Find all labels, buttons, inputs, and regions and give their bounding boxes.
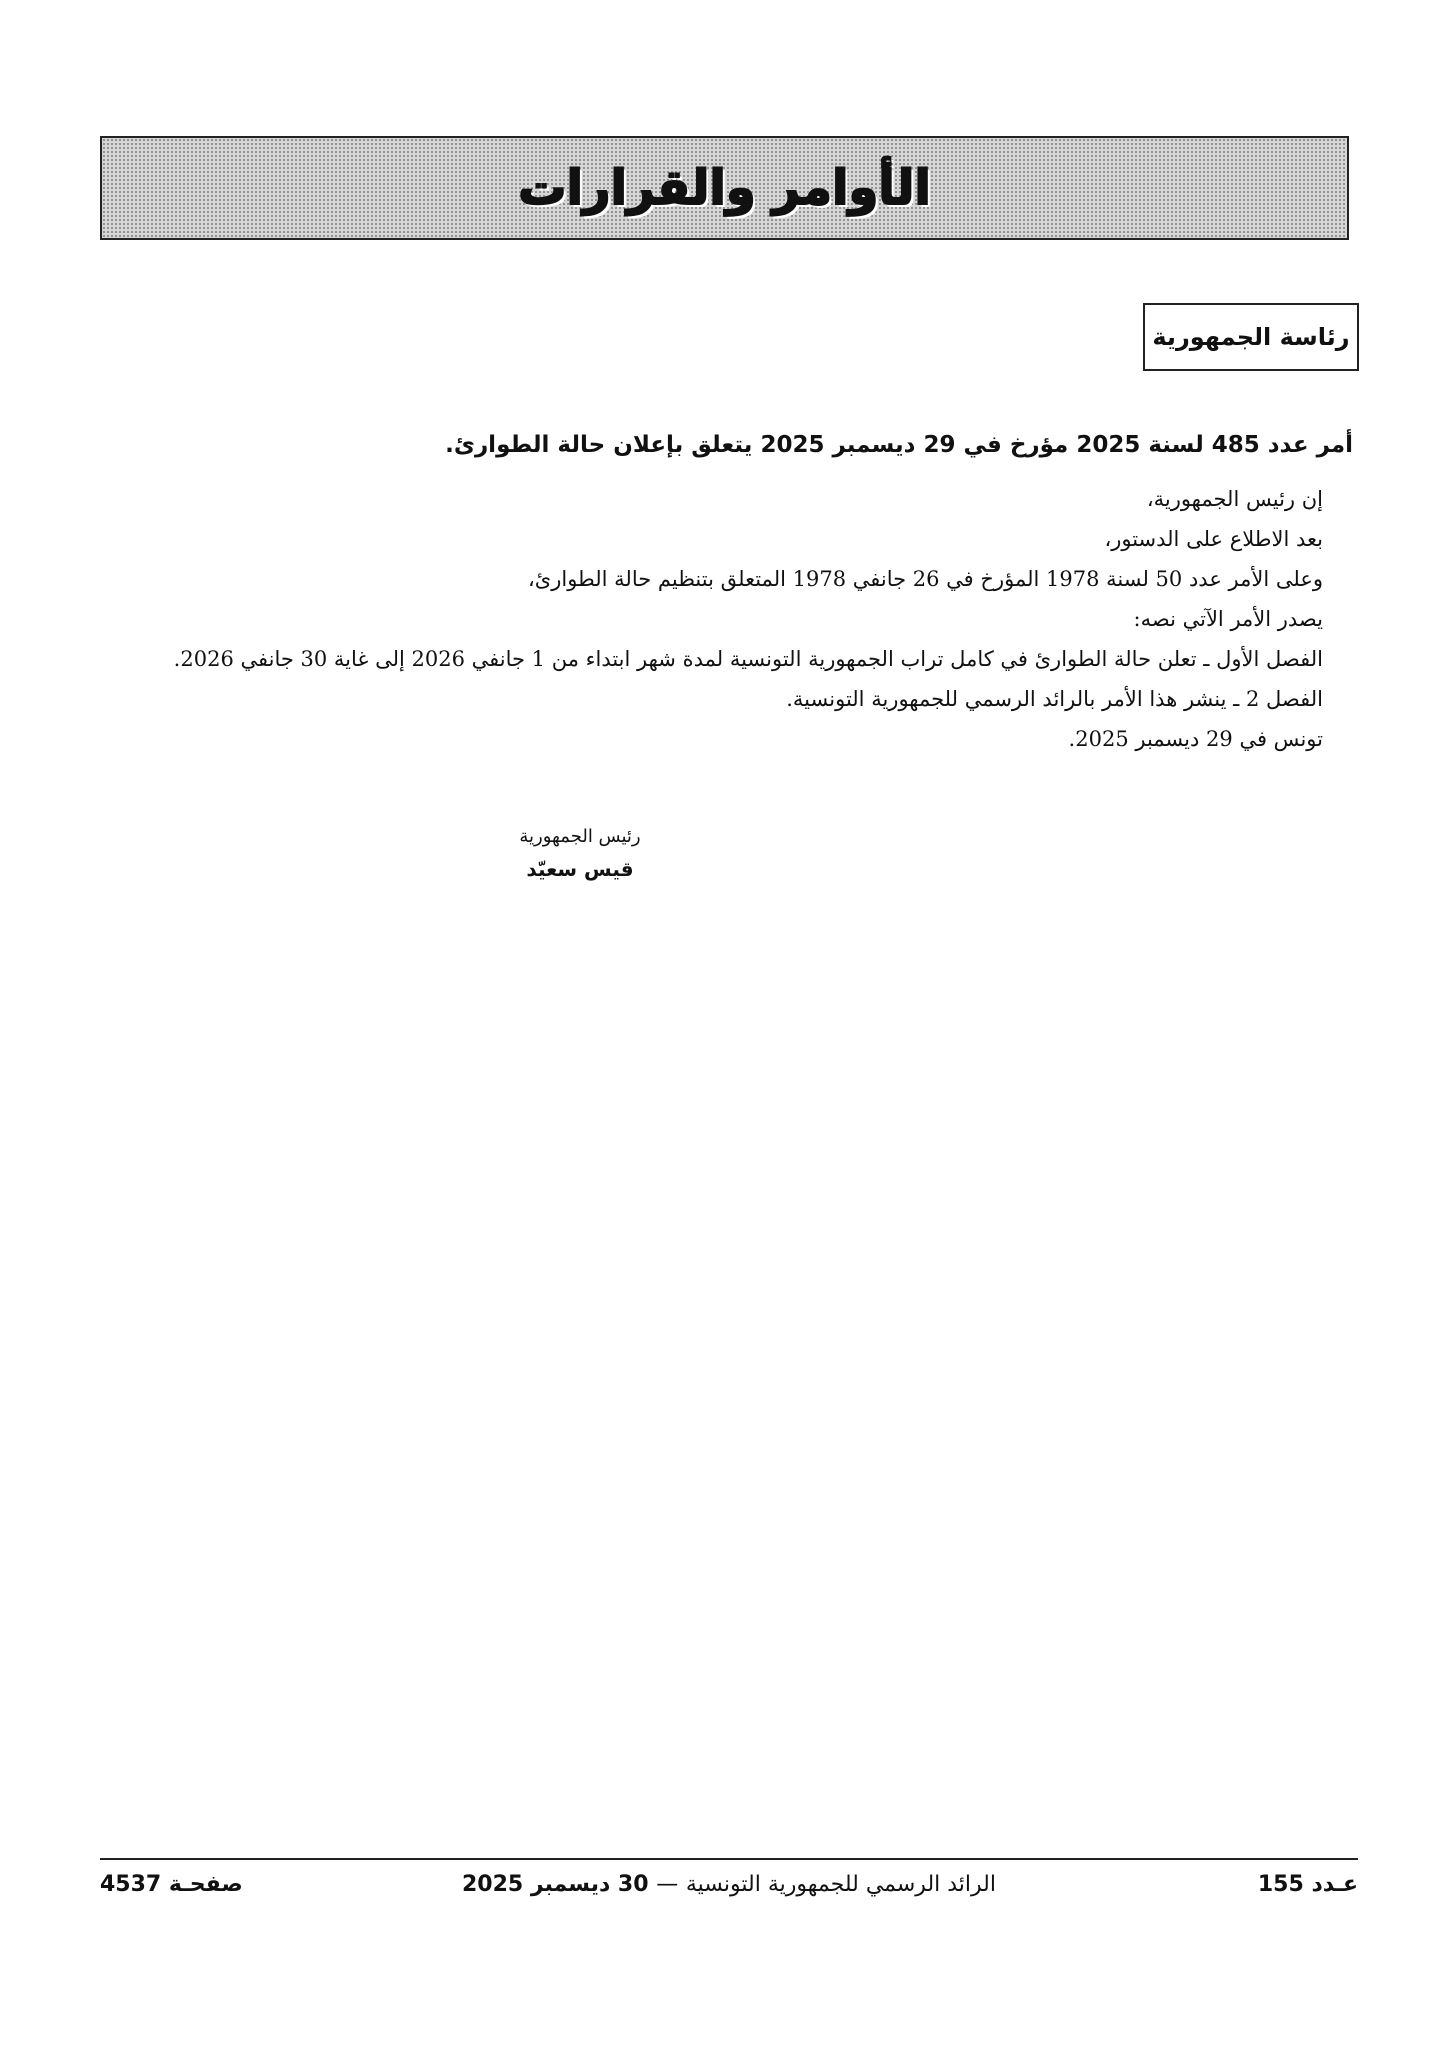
preamble-line-2: بعد الاطلاع على الدستور، <box>1104 527 1323 551</box>
section-heading-box: رئاسة الجمهورية <box>1143 303 1359 371</box>
preamble-line-3: وعلى الأمر عدد 50 لسنة 1978 المؤرخ في 26 جانفي 1978 المتعلق بتنظيم حالة الطوارئ، <box>528 567 1323 591</box>
decree-body <box>103 425 1353 759</box>
signatory-role: رئيس الجمهورية <box>519 826 641 847</box>
footer-divider <box>100 1858 1358 1860</box>
footer-page-label: صفحـة <box>168 1872 243 1897</box>
footer-journal-name: الرائد الرسمي للجمهورية التونسية <box>685 1872 996 1897</box>
footer-journal-date <box>462 1872 996 1897</box>
banner-title: الأوامر والقرارات <box>518 160 931 216</box>
footer-page <box>100 1872 243 1897</box>
decree-title: أمر عدد 485 لسنة 2025 مؤرخ في 29 ديسمبر 2025 يتعلق بإعلان حالة الطوارئ. <box>445 432 1353 458</box>
footer-issue-label: عـدد <box>1311 1872 1358 1897</box>
preamble-line-1: إن رئيس الجمهورية، <box>1146 487 1323 511</box>
article-2: الفصل 2 ـ ينشر هذا الأمر بالرائد الرسمي للجمهورية التونسية. <box>786 687 1323 711</box>
signatory-name: قيس سعيّد <box>526 857 634 881</box>
section-banner <box>100 136 1349 240</box>
footer-issue <box>1258 1872 1358 1897</box>
footer-page-number: 4537 <box>100 1872 162 1897</box>
footer-separator: — <box>656 1872 679 1897</box>
article-1: الفصل الأول ـ تعلن حالة الطوارئ في كامل تراب الجمهورية التونسية لمدة شهر ابتداء من 1 جانفي 2026 إلى غاية 30 جانفي 2026. <box>173 647 1323 671</box>
footer-date: 30 ديسمبر 2025 <box>462 1872 649 1897</box>
footer-issue-number: 155 <box>1257 1872 1304 1897</box>
page-footer <box>100 1872 1358 1912</box>
preamble-line-4: يصدر الأمر الآتي نصه: <box>1133 607 1323 631</box>
place-date: تونس في 29 ديسمبر 2025. <box>1068 727 1323 751</box>
signature-block <box>480 822 680 886</box>
